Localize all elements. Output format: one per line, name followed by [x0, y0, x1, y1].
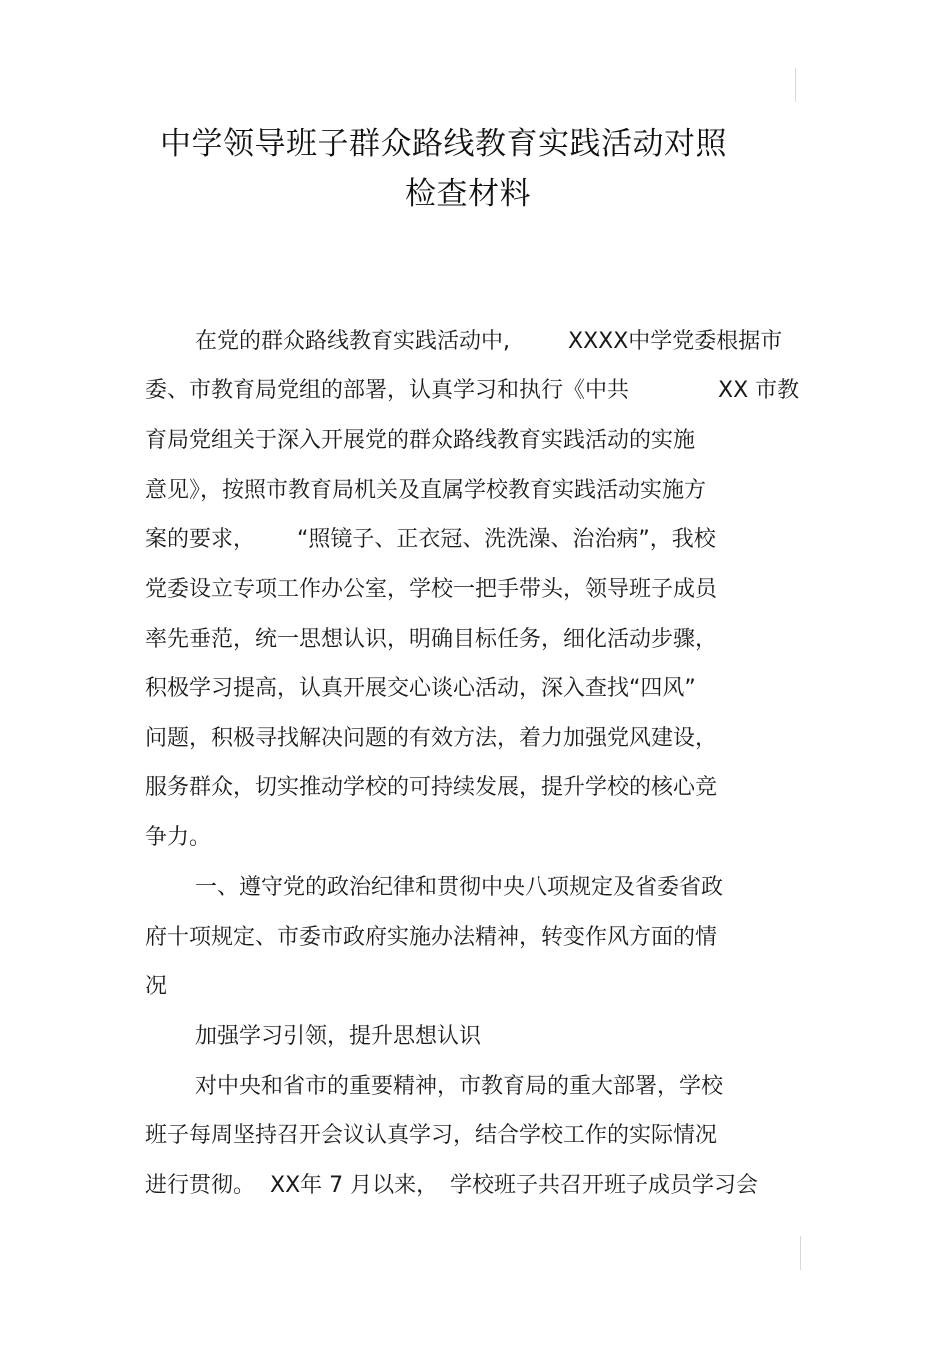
text-segment: XX 市教: [718, 378, 800, 403]
paragraph-line: [145, 376, 805, 406]
document-title-continued: 检查材料: [405, 176, 531, 212]
paragraph-line: 服务群众，切实推动学校的可持续发展，提升学校的核心竞: [145, 775, 718, 800]
paragraph-line: 积极学习提高，认真开展交心谈心活动，深入查找“四风”: [145, 676, 696, 701]
paragraph-line: 争力。: [145, 825, 212, 850]
text-segment: 在党的群众路线教育实践活动中,: [195, 329, 510, 354]
paragraph-line: 育局党组关于深入开展党的群众路线教育实践活动的实施: [145, 428, 696, 453]
text-segment: XXXX中学党委根据市: [568, 329, 783, 354]
paragraph-line: 问题，积极寻找解决问题的有效方法，着力加强党风建设，: [145, 726, 718, 751]
document-title: 中学领导班子群众路线教育实践活动对照: [160, 126, 727, 162]
section-heading-line: 况: [145, 974, 168, 999]
paragraph-line: 意见》，按照市教育局机关及直属学校教育实践活动实施方: [145, 478, 707, 503]
text-segment: 案的要求，: [145, 527, 256, 552]
paragraph-line: 对中央和省市的重要精神，市教育局的重大部署，学校: [195, 1074, 724, 1099]
text-segment: XX年 7 月以来，: [270, 1173, 439, 1198]
paragraph-line: [145, 1171, 785, 1201]
section-heading-line: 府十项规定、市委市政府实施办法精神，转变作风方面的情: [145, 925, 718, 950]
paragraph-line: [195, 327, 795, 357]
page-edge-mark: [800, 1236, 801, 1270]
text-segment: 学校班子共召开班子成员学习会: [450, 1173, 759, 1198]
paragraph-line: 党委设立专项工作办公室，学校一把手带头，领导班子成员: [145, 577, 718, 602]
paragraph-line: 班子每周坚持召开会议认真学习，结合学校工作的实际情况: [145, 1123, 718, 1148]
section-heading: 一、遵守党的政治纪律和贯彻中央八项规定及省委省政: [195, 875, 724, 900]
page-edge-mark: [795, 68, 796, 102]
text-segment: 委、市教育局党组的部署，认真学习和执行《中共: [145, 378, 630, 403]
paragraph-line: 率先垂范，统一思想认识，明确目标任务，细化活动步骤，: [145, 627, 718, 652]
text-segment: 进行贯彻。: [145, 1173, 256, 1198]
paragraph-line: [145, 525, 745, 555]
text-segment: “照镜子、正衣冠、洗洗澡、治治病”，我校: [297, 527, 716, 552]
subheading: 加强学习引领，提升思想认识: [195, 1024, 482, 1049]
